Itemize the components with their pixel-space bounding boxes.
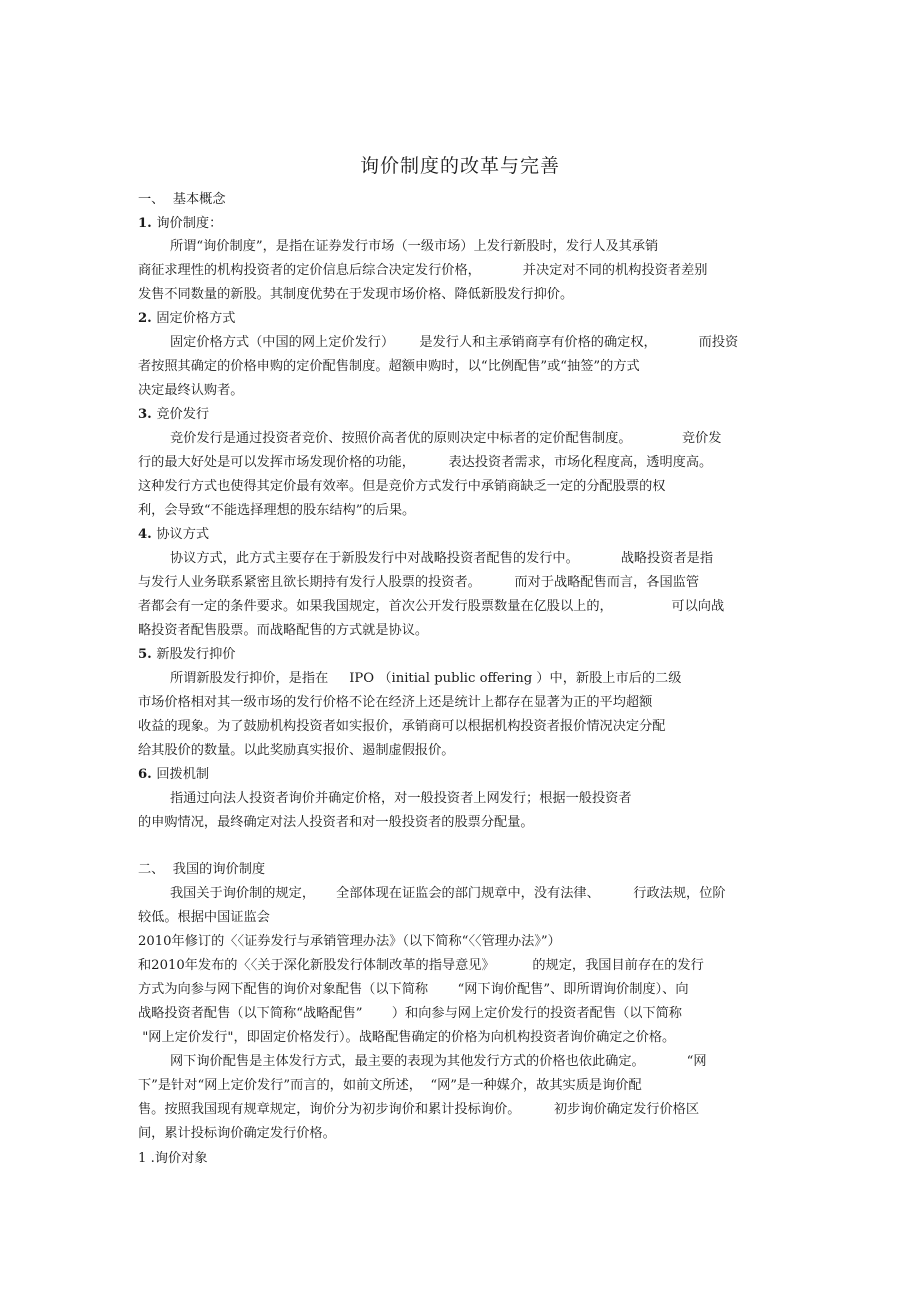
paragraph-line: 决定最终认购者。: [138, 383, 244, 398]
section-2-heading: 二、 我国的询价制度: [138, 862, 266, 877]
item-5-title: 新股发行抑价: [156, 647, 236, 662]
section-1-heading: 一、 基本概念: [138, 192, 226, 207]
paragraph-line: 网下询价配售是主体发行方式，最主要的表现为其他发行方式的价格也依此确定。 “网: [170, 1054, 707, 1069]
paragraph-line: 较低。根据中国证监会: [138, 910, 270, 925]
paragraph-line: 售。按照我国现有规章规定，询价分为初步询价和累计投标询价。 初步询价确定发行价格区: [138, 1102, 700, 1117]
item-6-number: 6.: [138, 767, 152, 782]
item-1-heading: [138, 214, 222, 234]
paragraph-line: 者都会有一定的条件要求。如果我国规定，首次公开发行股票数量在亿股以上的， 可以向战: [138, 599, 725, 614]
paragraph-line: 利，会导致“不能选择理想的股东结构”的后果。: [138, 503, 416, 518]
paragraph-line: 的申购情况，最终确定对法人投资者和对一般投资者的股票分配量。: [138, 815, 534, 830]
paragraph-line: 者按照其确定的价格申购的定价配售制度。超额申购时，以“比例配售”或“抽签”的方式: [138, 359, 640, 374]
paragraph-line: 我国关于询价制的规定， 全部体现在证监会的部门规章中，没有法律、 行政法规，位阶: [170, 886, 726, 901]
paragraph-line: 间，累计投标询价确定发行价格。: [138, 1126, 336, 1141]
paragraph-line: 协议方式，此方式主要存在于新股发行中对战略投资者配售的发行中。 战略投资者是指: [170, 551, 714, 566]
paragraph-line: 这种发行方式也使得其定价最有效率。但是竞价方式发行中承销商缺乏一定的分配股票的权: [138, 479, 666, 494]
sub-item-heading: 1 .询价对象: [138, 1151, 208, 1166]
paragraph-line: 与发行人业务联系紧密且欲长期持有发行人股票的投资者。 而对于战略配售而言，各国监管: [138, 575, 700, 590]
paragraph-line: 2010年修订的〈〈证券发行与承销管理办法》（以下简称“〈〈管理办法》”）: [138, 934, 561, 949]
item-5-number: 5.: [138, 647, 152, 662]
item-2-heading: [138, 309, 236, 329]
item-4-heading: [138, 525, 209, 545]
paragraph-line: 发售不同数量的新股。其制度优势在于发现市场价格、降低新股发行抑价。: [138, 287, 574, 302]
item-3-heading: [138, 405, 209, 425]
item-6-title: 回拨机制: [156, 767, 210, 782]
paragraph-line: 指通过向法人投资者询价并确定价格，对一般投资者上网发行；根据一般投资者: [170, 791, 632, 806]
paragraph-line: 行的最大好处是可以发挥市场发现价格的功能， 表达投资者需求，市场化程度高，透明度高。: [138, 455, 713, 470]
paragraph-line: "网上定价发行"，即固定价格发行）。战略配售确定的价格为向机构投资者询价确定之价格。: [138, 1030, 676, 1045]
paragraph-line: 战略投资者配售（以下简称“战略配售” ）和向参与网上定价发行的投资者配售（以下简称: [138, 1006, 682, 1021]
paragraph-line: 市场价格相对其一级市场的发行价格不论在经济上还是统计上都存在显著为正的平均超额: [138, 695, 653, 710]
paragraph-line: 所谓“询价制度”，是指在证券发行市场（一级市场）上发行新股时，发行人及其承销: [170, 239, 659, 254]
item-4-number: 4.: [138, 527, 152, 542]
paragraph-line: 方式为向参与网下配售的询价对象配售（以下简称 “网下询价配售”、即所谓询价制度）、向: [138, 982, 689, 997]
item-1-title: 询价制度：: [156, 216, 223, 231]
item-2-number: 2.: [138, 311, 152, 326]
paragraph-line: 略投资者配售股票。而战略配售的方式就是协议。: [138, 623, 429, 638]
item-3-title: 竞价发行: [156, 407, 210, 422]
item-6-heading: [138, 765, 209, 785]
item-3-number: 3.: [138, 407, 152, 422]
paragraph-line: 商征求理性的机构投资者的定价信息后综合决定发行价格， 并决定对不同的机构投资者差别: [138, 263, 708, 278]
paragraph-line: 下”是针对“网上定价发行”而言的，如前文所述， “网”是一种媒介，故其实质是询价配: [138, 1078, 642, 1093]
paragraph-line: 收益的现象。为了鼓励机构投资者如实报价，承销商可以根据机构投资者报价情况决定分配: [138, 719, 666, 734]
paragraph-line: 所谓新股发行抑价，是指在 IPO （initial public offering ）中，新股上市后的二级: [170, 671, 682, 686]
paragraph-line: 竞价发行是通过投资者竞价、按照价高者优的原则决定中标者的定价配售制度。 竞价发: [170, 431, 722, 446]
document-title: 询价制度的改革与完善: [359, 155, 560, 177]
paragraph-line: 和2010年发布的〈〈关于深化新股发行体制改革的指导意见》 的规定，我国目前存在的发行: [138, 958, 704, 973]
item-5-heading: [138, 645, 236, 665]
paragraph-line: 固定价格方式（中国的网上定价发行） 是发行人和主承销商享有价格的确定权， 而投资: [170, 335, 739, 350]
item-2-title: 固定价格方式: [156, 311, 236, 326]
paragraph-line: 给其股价的数量。以此奖励真实报价、遏制虚假报价。: [138, 743, 455, 758]
item-4-title: 协议方式: [156, 527, 210, 542]
item-1-number: 1.: [138, 216, 152, 231]
